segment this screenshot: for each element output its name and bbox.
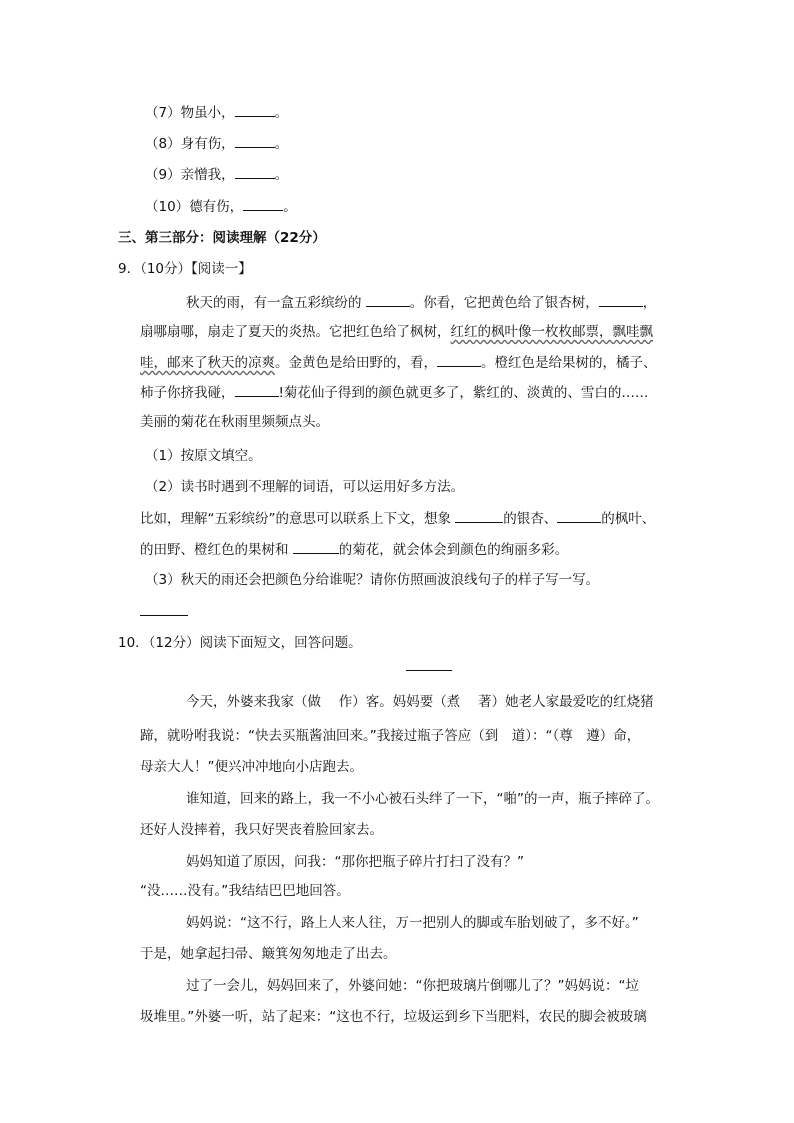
story-line: 今天，外婆来我家（做 作）客。妈妈要（煮 著）她老人家最爱吃的红烧猪: [186, 694, 654, 710]
story-line: 过了一会儿，妈妈回来了，外婆问她：“你把玻璃片倒哪儿了？”妈妈说：“垃: [186, 978, 639, 994]
story-line: 还好人没摔着，我只好哭丧着脸回家去。: [140, 822, 383, 838]
fill-item-9: [145, 164, 288, 185]
passage-text: 扇哪扇哪，扇走了夏天的炎热。它把红色给了枫树，: [140, 324, 451, 340]
wavy-sentence: 红红的枫叶像一枚枚邮票，飘哇飘: [450, 324, 653, 340]
passage-line: [140, 322, 653, 342]
answer-blank[interactable]: [437, 352, 481, 367]
answer-blank[interactable]: [599, 292, 643, 307]
question-10-header: 10．（12分）阅读下面短文，回答问题。: [118, 635, 362, 651]
story-line: “没……没有。”我结结巴巴地回答。: [140, 883, 350, 899]
sub2-line: [140, 539, 568, 560]
sub2-text: 比如，理解“五彩缤纷”的意思可以联系上下文，想象: [140, 511, 456, 527]
answer-blank[interactable]: [293, 539, 339, 554]
fill-item-8: [145, 133, 288, 154]
sub-question-2: （2）读书时遇到不理解的词语，可以运用好多方法。: [145, 479, 465, 495]
fill-item-10: [145, 196, 297, 217]
item-number: （9）: [145, 167, 181, 183]
answer-blank[interactable]: [235, 102, 275, 117]
wavy-sentence: 哇，邮来了秋天的凉爽: [140, 355, 275, 371]
item-text: 亲憎我，: [180, 167, 235, 183]
item-text: 物虽小，: [180, 105, 235, 121]
passage-line: [186, 292, 656, 313]
story-line: 圾堆里。”外婆一听，站了起来：“这也不行，垃圾运到乡下当肥料，农民的脚会被玻璃: [140, 1009, 647, 1025]
passage-text: 。金黄色是给田野的，看，: [275, 355, 437, 371]
passage-text: !菊花仙子得到的颜色就更多了，紫红的、淡黄的、雪白的……: [278, 385, 649, 401]
question-9-header: 9．（10分）【阅读一】: [118, 261, 252, 277]
sub2-text: 的枫叶、: [601, 511, 656, 527]
sub2-text: 的菊花，就会体会到颜色的绚丽多彩。: [338, 542, 569, 558]
answer-blank[interactable]: [455, 508, 503, 523]
item-period: 。: [274, 136, 289, 152]
section-title: 三、第三部分：阅读理解（22分）: [118, 230, 326, 246]
passage-text: 。橙红色是给果树的，橘子、: [481, 355, 657, 371]
item-number: （8）: [145, 136, 181, 152]
passage-line: 美丽的菊花在秋雨里频频点头。: [140, 414, 329, 430]
item-period: 。: [283, 199, 297, 215]
passage-text: ，: [642, 295, 657, 311]
passage-line: [140, 382, 648, 403]
story-line: 母亲大人！”便兴冲冲地向小店跑去。: [140, 759, 363, 775]
sub2-line: [140, 508, 655, 529]
item-period: 。: [274, 105, 289, 121]
answer-blank[interactable]: [235, 164, 275, 179]
story-line: 妈妈说：“这不行，路上人来人往，万一把别人的脚或车胎划破了，多不好。”: [186, 915, 639, 931]
passage-text: 柿子你挤我碰，: [140, 385, 235, 401]
passage-text: 秋天的雨，有一盒五彩缤纷的: [186, 295, 366, 311]
answer-blank[interactable]: [235, 133, 275, 148]
sub2-text: 的田野、橙红色的果树和: [140, 542, 293, 558]
story-line: 于是，她拿起扫帚、簸箕匆匆地走了出去。: [140, 946, 397, 962]
answer-blank[interactable]: [140, 615, 188, 616]
title-blank[interactable]: [406, 670, 452, 671]
sub2-text: 的银杏、: [503, 511, 558, 527]
item-text: 德有伤，: [189, 199, 244, 215]
item-text: 身有伤，: [180, 136, 235, 152]
story-line: 谁知道，回来的路上，我一不小心被石头绊了一下，“啪”的一声，瓶子摔碎了。: [186, 791, 659, 807]
story-line: 蹄，就吩咐我说：“快去买瓶酱油回来。”我接过瓶子答应（到 道）：“（尊 遵）命，: [140, 728, 641, 744]
answer-blank[interactable]: [557, 508, 601, 523]
sub-question-1: （1）按原文填空。: [145, 448, 262, 464]
sub-question-3: （3）秋天的雨还会把颜色分给谁呢？请你仿照画波浪线句子的样子写一写。: [145, 572, 600, 588]
passage-line: [140, 352, 657, 373]
answer-blank[interactable]: [366, 292, 410, 307]
answer-blank[interactable]: [243, 196, 283, 211]
answer-blank[interactable]: [235, 382, 279, 397]
fill-item-7: [145, 102, 288, 123]
item-number: （10）: [145, 199, 190, 215]
passage-text: 。你看，它把黄色给了银杏树，: [409, 295, 599, 311]
item-number: （7）: [145, 105, 181, 121]
story-line: 妈妈知道了原因，问我：“那你把瓶子碎片打扫了没有？”: [186, 854, 524, 870]
item-period: 。: [274, 167, 289, 183]
